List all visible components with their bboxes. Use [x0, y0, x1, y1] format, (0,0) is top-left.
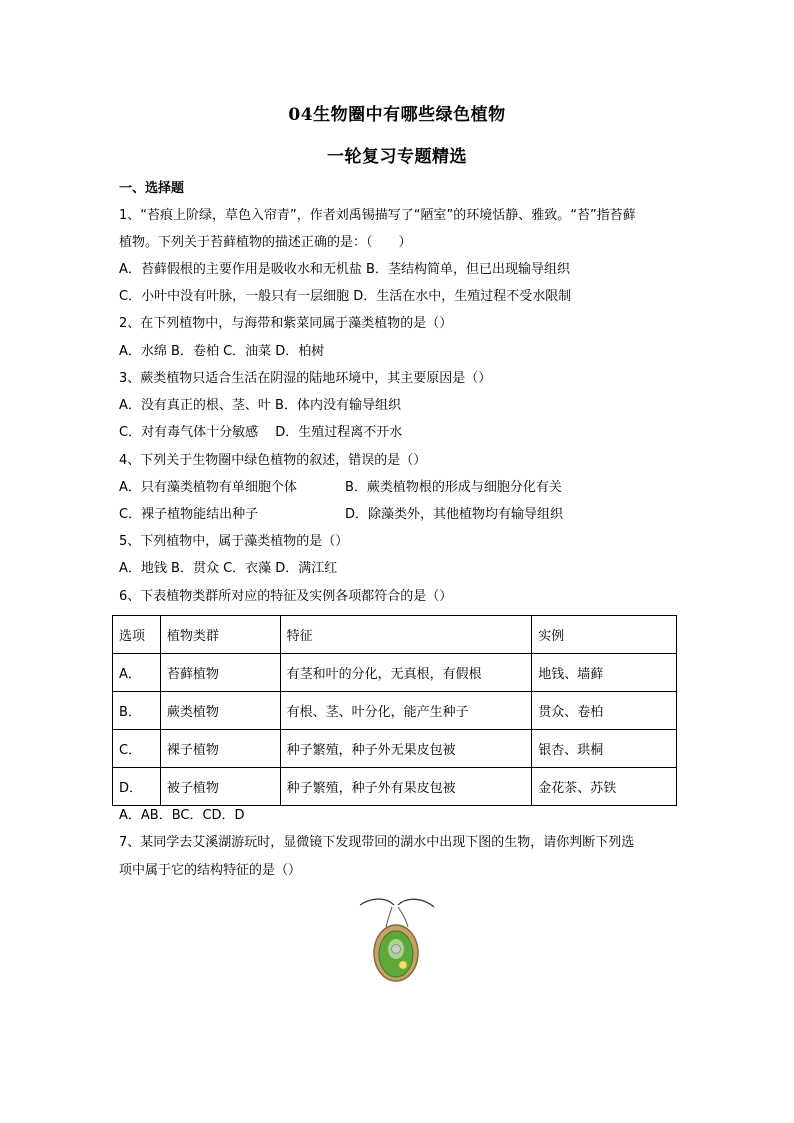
chlamydomonas-illustration [348, 895, 443, 985]
table-header-cell: 实例 [532, 616, 677, 654]
question-5-options: A．地钱 B．贯众 C．衣藻 D．满江红 [119, 561, 338, 576]
question-4-option-a: A．只有藻类植物有单细胞个体 [119, 480, 297, 495]
table-cell: 苔藓植物 [160, 654, 280, 692]
question-4-stem: 4、下列关于生物圈中绿色植物的叙述，错误的是（） [119, 453, 427, 468]
table-cell: 有茎和叶的分化，无真根，有假根 [280, 654, 532, 692]
table-row [113, 730, 677, 768]
document-title: 04生物圈中有哪些绿色植物 [288, 105, 506, 125]
document-subtitle: 一轮复习专题精选 [327, 147, 467, 167]
table-cell: C． [113, 730, 161, 768]
table-cell: B． [113, 692, 161, 730]
question-6-options: A．AB．BC．CD．D [119, 808, 245, 823]
section-heading: 一、选择题 [119, 181, 185, 196]
table-cell: 地钱、墙藓 [532, 654, 677, 692]
table-row [113, 692, 677, 730]
question-7-stem-line-1: 7、某同学去艾溪湖游玩时，显微镜下发现带回的湖水中出现下图的生物，请你判断下列选 [119, 835, 635, 850]
question-4-option-d: D．除藻类外，其他植物均有输导组织 [345, 507, 564, 522]
table-cell: 银杏、珙桐 [532, 730, 677, 768]
table-header-cell: 选项 [113, 616, 161, 654]
table-cell: 贯众、卷柏 [532, 692, 677, 730]
table-cell: 金花茶、苏铁 [532, 768, 677, 806]
table-cell: A． [113, 654, 161, 692]
question-3-options-cd: C．对有毒气体十分敏感 D．生殖过程离不开水 [119, 425, 403, 440]
question-1-options-cd: C．小叶中没有叶脉，一般只有一层细胞 D．生活在水中，生殖过程不受水限制 [119, 289, 572, 304]
table-cell: 种子繁殖，种子外有果皮包被 [280, 768, 532, 806]
table-cell: 有根、茎、叶分化，能产生种子 [280, 692, 532, 730]
table-cell: 裸子植物 [160, 730, 280, 768]
table-header-cell: 植物类群 [160, 616, 280, 654]
question-7-stem-line-2: 项中属于它的结构特征的是（） [119, 863, 302, 878]
question-6-stem: 6、下表植物类群所对应的特征及实例各项都符合的是（） [119, 589, 453, 604]
table-header-cell: 特征 [280, 616, 532, 654]
plant-groups-table [112, 615, 677, 806]
table-header-row [113, 616, 677, 654]
table-row [113, 768, 677, 806]
table-cell: D． [113, 768, 161, 806]
question-4-option-b: B．蕨类植物根的形成与细胞分化有关 [345, 480, 562, 495]
table-cell: 被子植物 [160, 768, 280, 806]
question-4-option-c: C．裸子植物能结出种子 [119, 507, 259, 522]
question-3-stem: 3、蕨类植物只适合生活在阴湿的陆地环境中，其主要原因是（） [119, 371, 492, 386]
question-1-stem-line-2: 植物。下列关于苔藓植物的描述正确的是：（ ） [119, 235, 412, 250]
question-1-options-ab: A．苔藓假根的主要作用是吸收水和无机盐 B．茎结构简单，但已出现输导组织 [119, 262, 570, 277]
table-cell: 种子繁殖，种子外无果皮包被 [280, 730, 532, 768]
question-3-options-ab: A．没有真正的根、茎、叶 B．体内没有输导组织 [119, 398, 401, 413]
question-5-stem: 5、下列植物中，属于藻类植物的是（） [119, 534, 349, 549]
table-cell: 蕨类植物 [160, 692, 280, 730]
question-1-stem-line-1: 1、“苔痕上阶绿，草色入帘青”，作者刘禹锡描写了“陋室”的环境恬静、雅致。“苔”指苔藓 [119, 208, 636, 223]
table-row [113, 654, 677, 692]
question-2-stem: 2、在下列植物中，与海带和紫菜同属于藻类植物的是（） [119, 316, 453, 331]
question-2-options: A．水绵 B．卷柏 C．油菜 D．柏树 [119, 344, 325, 359]
